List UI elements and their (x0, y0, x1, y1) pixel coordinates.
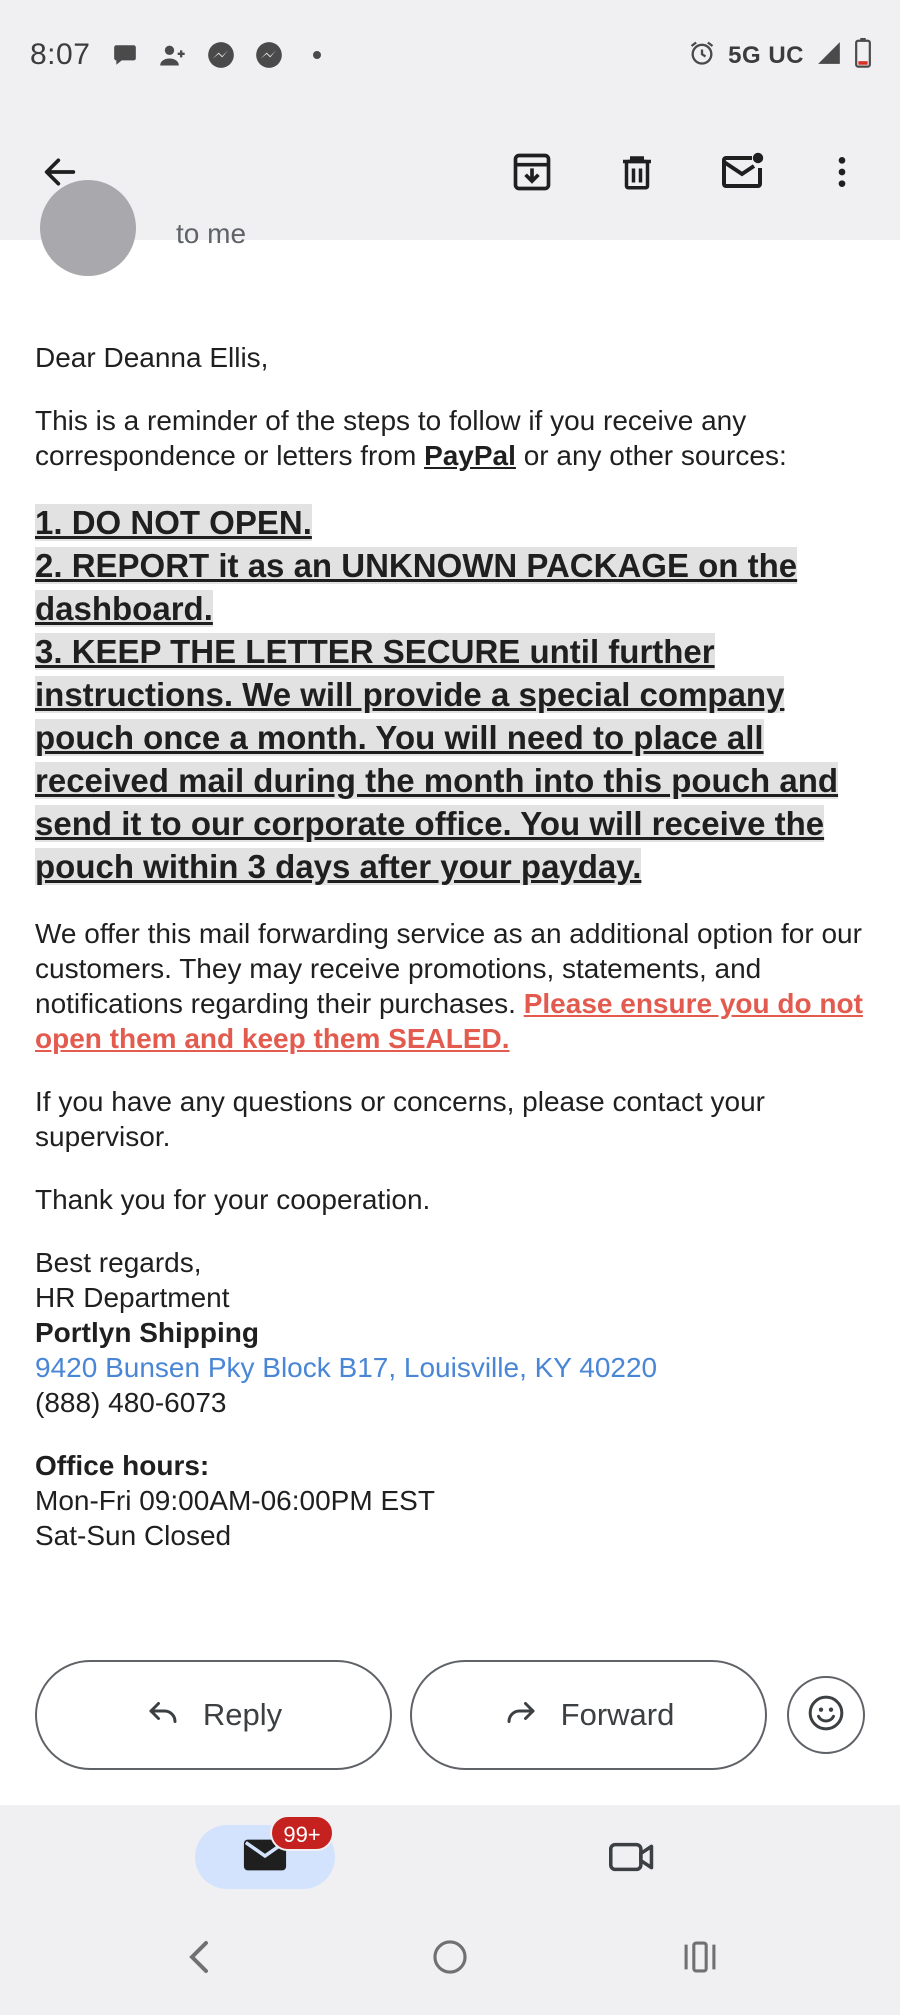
recipient-summary[interactable]: to me (176, 218, 247, 249)
system-navigation (0, 1905, 900, 2015)
office-hours (35, 1448, 870, 1553)
forward-label: Forward (560, 1697, 675, 1732)
reply-button[interactable] (35, 1660, 392, 1770)
sender-header (0, 218, 900, 280)
system-recents-button[interactable] (670, 1929, 730, 1989)
forward-button[interactable] (410, 1660, 767, 1770)
messenger-icon (206, 40, 236, 70)
phone-number[interactable]: (888) 480-6073 (35, 1387, 227, 1418)
department: HR Department (35, 1282, 230, 1313)
more-vert-icon (822, 152, 862, 197)
alarm-icon (688, 39, 716, 72)
step-3: 3. KEEP THE LETTER SECURE until further instructions. We will provide a special company pouch once a month. You will need to place all received mail during the month into this pouch and send it to our corporate office. You will receive the pouch within 3 days after your payday. (35, 633, 839, 885)
recents-icon (681, 1940, 719, 1979)
signature (35, 1245, 870, 1420)
battery-icon (854, 38, 872, 73)
archive-icon (510, 150, 554, 199)
mark-unread-button[interactable] (710, 142, 774, 206)
company-name: Portlyn Shipping (35, 1317, 259, 1348)
forward-icon (503, 1693, 539, 1737)
mark-unread-icon (718, 148, 766, 201)
reply-actions (35, 1660, 865, 1770)
signal-icon (816, 40, 842, 71)
warning-text: Please ensure you do not open them and keep them SEALED. (35, 988, 863, 1054)
more-options-button[interactable] (810, 142, 874, 206)
greeting: Dear Deanna Ellis, (35, 342, 269, 373)
email-body (35, 340, 870, 1581)
network-label: 5G UC (728, 41, 804, 69)
chevron-left-icon (183, 1939, 213, 1980)
closing: Best regards, (35, 1247, 202, 1278)
person-add-icon (158, 40, 188, 70)
paypal-link[interactable]: PayPal (424, 440, 516, 471)
archive-button[interactable] (500, 142, 564, 206)
status-time: 8:07 (30, 38, 91, 71)
hours-weekday: Mon-Fri 09:00AM-06:00PM EST (35, 1485, 435, 1516)
tab-meet[interactable] (600, 1827, 664, 1891)
status-bar (0, 0, 900, 112)
office-hours-title: Office hours: (35, 1450, 210, 1481)
system-back-button[interactable] (168, 1929, 228, 1989)
system-home-button[interactable] (420, 1929, 480, 1989)
sender-avatar (40, 180, 136, 276)
thanks-paragraph: Thank you for your cooperation. (35, 1184, 431, 1215)
dot-icon (302, 40, 332, 70)
notification-icons (110, 40, 332, 70)
trash-icon (616, 151, 658, 198)
reply-icon (145, 1693, 181, 1737)
system-status (688, 38, 872, 73)
questions-paragraph: If you have any questions or concerns, please contact your supervisor. (35, 1086, 765, 1152)
intro-paragraph: This is a reminder of the steps to follow if you receive any correspondence or letters from PayPal or any other sources: (35, 405, 787, 471)
emoji-reaction-button[interactable] (787, 1676, 865, 1754)
unread-badge: 99+ (270, 1815, 334, 1851)
messenger-icon (254, 40, 284, 70)
reply-label: Reply (202, 1697, 283, 1732)
home-circle-icon (431, 1938, 469, 1981)
address-link[interactable]: 9420 Bunsen Pky Block B17, Louisville, KY 40220 (35, 1352, 658, 1383)
steps-list (35, 501, 870, 888)
smiley-icon (806, 1693, 846, 1738)
video-camera-icon (609, 1840, 655, 1879)
forwarding-paragraph: We offer this mail forwarding service as an additional option for our customers. They may receive promotions, statements, and notifications regarding their purchases. Please ensure you do not open them and keep them SEALED. (35, 918, 863, 1054)
step-1: 1. DO NOT OPEN. (35, 504, 312, 541)
chat-bubble-icon (110, 40, 140, 70)
bottom-navigation (0, 1805, 900, 1905)
hours-weekend: Sat-Sun Closed (35, 1520, 232, 1551)
step-2: 2. REPORT it as an UNKNOWN PACKAGE on the dashboard. (35, 547, 798, 627)
delete-button[interactable] (605, 142, 669, 206)
